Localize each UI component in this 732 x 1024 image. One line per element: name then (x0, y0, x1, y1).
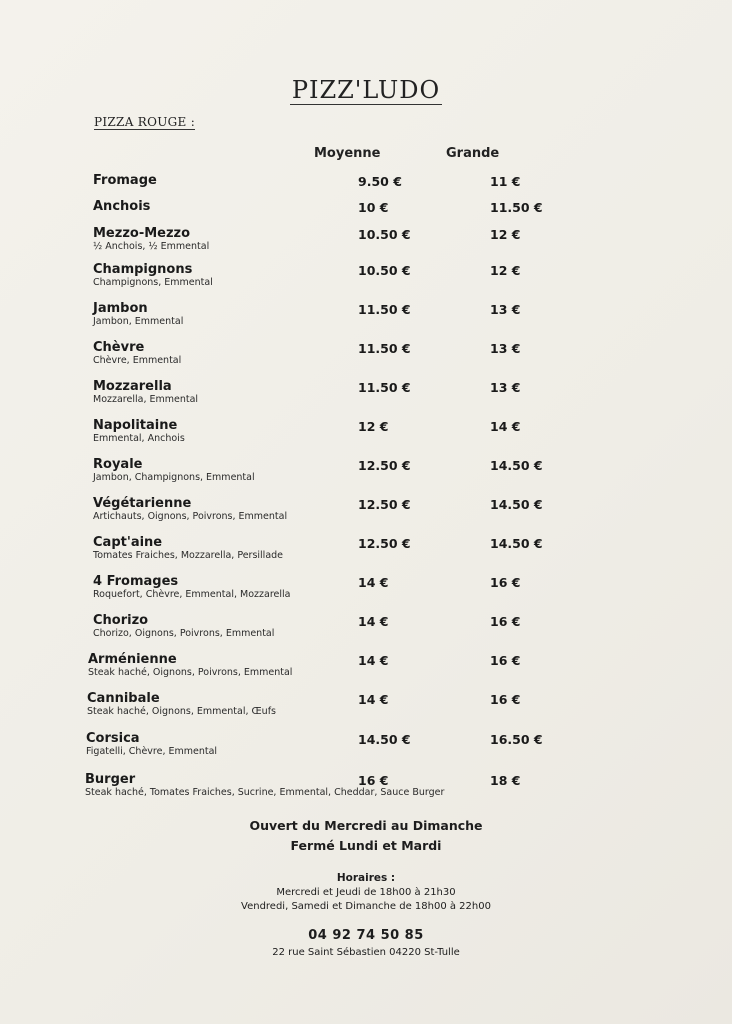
pizza-name: Champignons (93, 262, 193, 277)
pizza-name: Napolitaine (93, 418, 178, 433)
pizza-name: Corsica (86, 731, 140, 746)
column-header-large: Grande (446, 146, 500, 161)
price-medium: 16 € (358, 773, 389, 788)
pizza-name: Mezzo-Mezzo (93, 226, 191, 241)
pizza-name: Chèvre (93, 340, 145, 355)
pizza-ingredients: Emmental, Anchois (93, 433, 185, 444)
pizza-ingredients: Steak haché, Tomates Fraiches, Sucrine, Emmental, Cheddar, Sauce Burger (85, 787, 445, 798)
price-medium: 14 € (358, 692, 389, 707)
closed-days: Fermé Lundi et Mardi (290, 838, 442, 853)
price-medium: 11.50 € (358, 380, 411, 395)
price-large: 14 € (490, 419, 521, 434)
pizza-name: Capt'aine (93, 535, 163, 550)
pizza-ingredients: Jambon, Champignons, Emmental (93, 472, 255, 483)
price-medium: 10.50 € (358, 227, 411, 242)
pizza-ingredients: Jambon, Emmental (93, 316, 184, 327)
price-medium: 14 € (358, 575, 389, 590)
price-large: 16.50 € (490, 732, 543, 747)
pizza-name: Jambon (93, 301, 148, 316)
price-large: 14.50 € (490, 536, 543, 551)
open-days: Ouvert du Mercredi au Dimanche (249, 818, 483, 833)
price-large: 12 € (490, 227, 521, 242)
price-large: 13 € (490, 341, 521, 356)
price-medium: 12.50 € (358, 497, 411, 512)
column-header-medium: Moyenne (314, 146, 381, 161)
pizza-ingredients: Champignons, Emmental (93, 277, 213, 288)
price-medium: 14.50 € (358, 732, 411, 747)
price-large: 12 € (490, 263, 521, 278)
price-large: 13 € (490, 302, 521, 317)
hours-line-2: Vendredi, Samedi et Dimanche de 18h00 à 22h00 (241, 901, 491, 912)
pizza-ingredients: Chorizo, Oignons, Poivrons, Emmental (93, 628, 275, 639)
pizza-ingredients: Roquefort, Chèvre, Emmental, Mozzarella (93, 589, 291, 600)
price-large: 16 € (490, 575, 521, 590)
pizza-name: Anchois (93, 199, 151, 214)
pizza-ingredients: Tomates Fraiches, Mozzarella, Persillade (93, 550, 284, 561)
pizza-name: 4 Fromages (93, 574, 179, 589)
price-medium: 14 € (358, 653, 389, 668)
price-medium: 12.50 € (358, 536, 411, 551)
pizza-name: Burger (85, 772, 136, 787)
price-large: 18 € (490, 773, 521, 788)
address: 22 rue Saint Sébastien 04220 St-Tulle (272, 947, 460, 958)
pizza-ingredients: Steak haché, Oignons, Poivrons, Emmental (88, 667, 293, 678)
phone-number: 04 92 74 50 85 (308, 928, 424, 943)
price-large: 14.50 € (490, 458, 543, 473)
price-medium: 11.50 € (358, 341, 411, 356)
pizza-name: Fromage (93, 173, 157, 188)
pizza-name: Mozzarella (93, 379, 172, 394)
price-medium: 12.50 € (358, 458, 411, 473)
price-large: 11.50 € (490, 200, 543, 215)
pizza-name: Royale (93, 457, 143, 472)
price-large: 16 € (490, 692, 521, 707)
price-medium: 10 € (358, 200, 389, 215)
hours-line-1: Mercredi et Jeudi de 18h00 à 21h30 (276, 887, 456, 898)
pizza-ingredients: Artichauts, Oignons, Poivrons, Emmental (93, 511, 288, 522)
pizza-ingredients: Chèvre, Emmental (93, 355, 182, 366)
pizza-name: Cannibale (87, 691, 160, 706)
pizza-ingredients: Mozzarella, Emmental (93, 394, 199, 405)
hours-title: Horaires : (336, 872, 396, 884)
price-large: 16 € (490, 614, 521, 629)
pizza-name: Arménienne (88, 652, 177, 667)
price-medium: 10.50 € (358, 263, 411, 278)
price-medium: 14 € (358, 614, 389, 629)
price-medium: 11.50 € (358, 302, 411, 317)
pizza-ingredients: Figatelli, Chèvre, Emmental (86, 746, 218, 757)
price-large: 11 € (490, 174, 521, 189)
price-large: 16 € (490, 653, 521, 668)
restaurant-title: PIZZ'LUDO (291, 76, 441, 104)
price-medium: 9.50 € (358, 174, 402, 189)
price-medium: 12 € (358, 419, 389, 434)
price-large: 14.50 € (490, 497, 543, 512)
pizza-name: Chorizo (93, 613, 149, 628)
section-title: PIZZA ROUGE : (94, 115, 196, 129)
pizza-ingredients: ½ Anchois, ½ Emmental (93, 241, 210, 252)
pizza-name: Végétarienne (93, 496, 192, 511)
price-large: 13 € (490, 380, 521, 395)
pizza-ingredients: Steak haché, Oignons, Emmental, Œufs (87, 706, 276, 717)
